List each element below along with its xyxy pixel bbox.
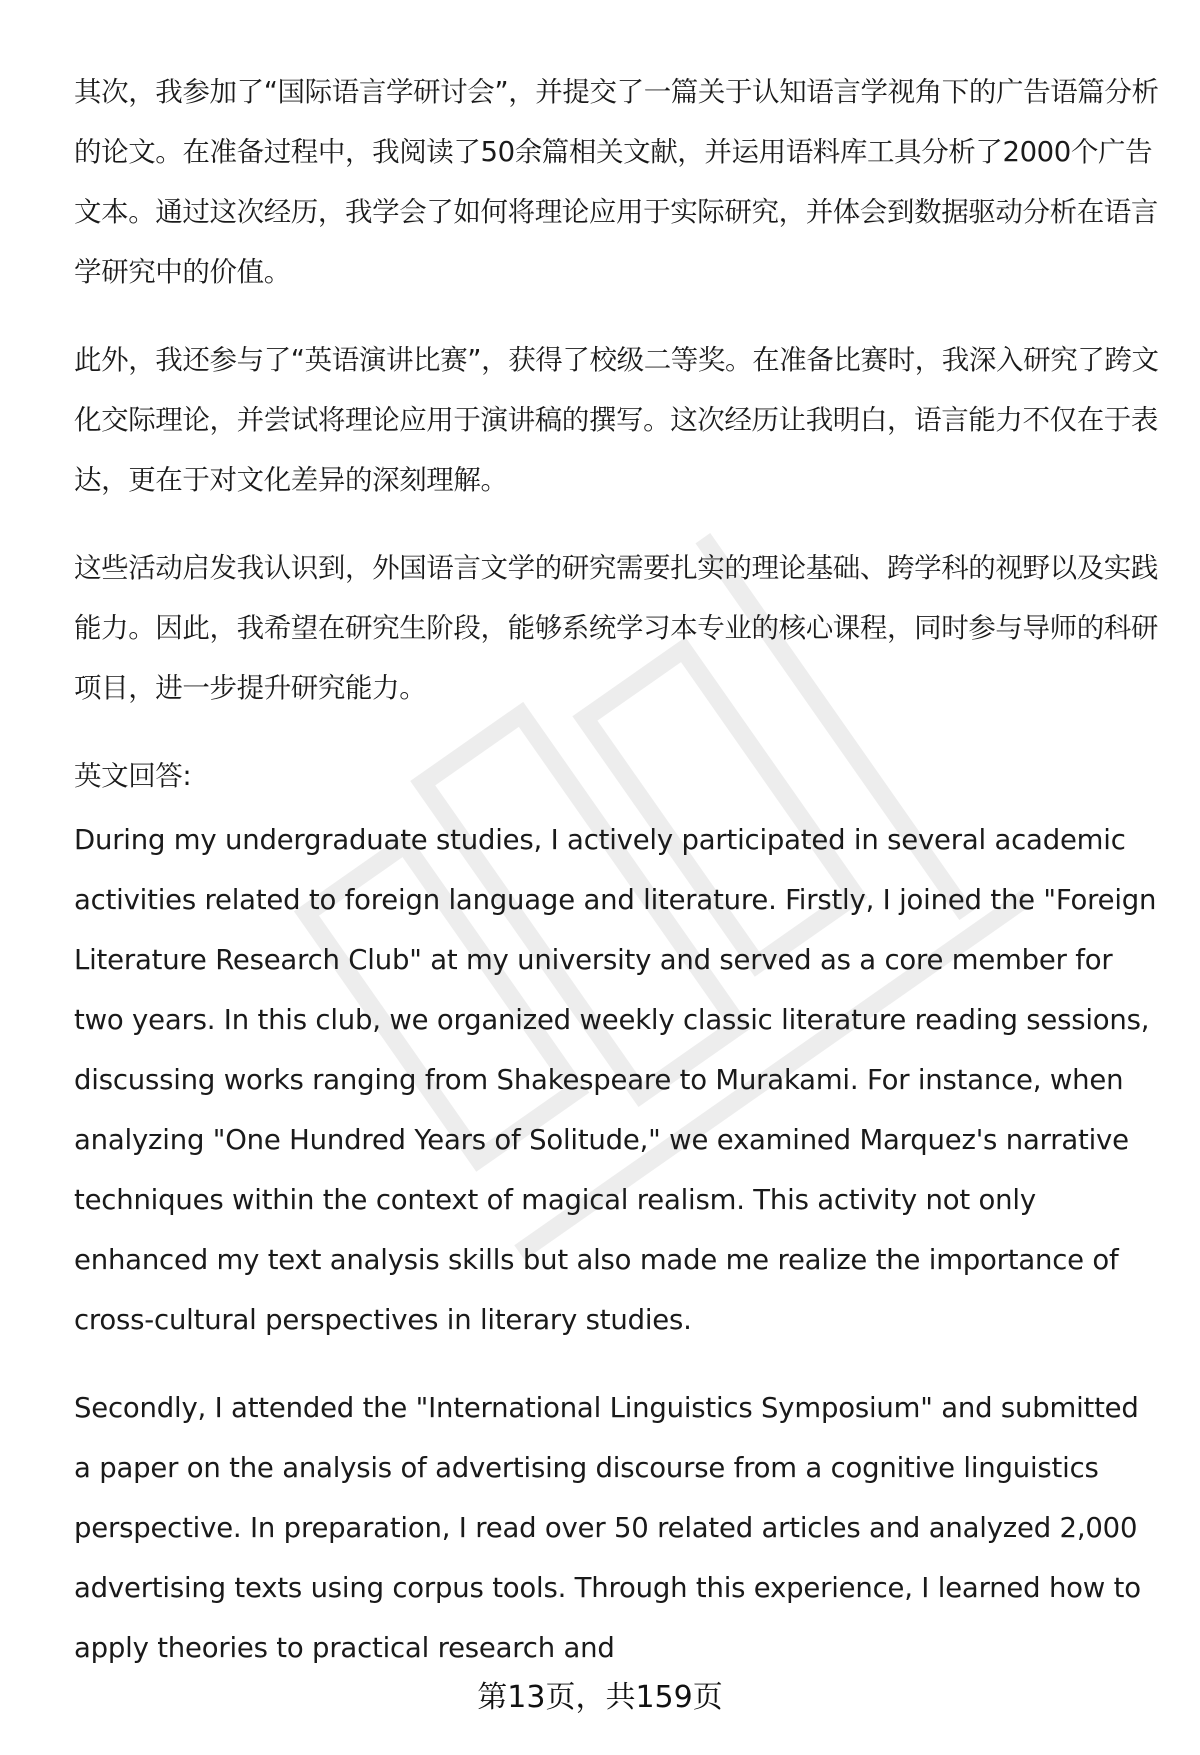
document-body bbox=[74, 62, 1160, 1678]
english-paragraph-1: During my undergraduate studies, I actively participated in several academic activities related to foreign language and literature. Firstly, I joined the "Foreign Literature Research Club" at my university and served as a core member for two years. In this club, we organized weekly classic literature reading sessions, discussing works ranging from Shakespeare to Murakami. For instance, when analyzing "One Hundred Years of Solitude," we examined Marquez's narrative techniques within the context of magical realism. This activity not only enhanced my text analysis skills but also made me realize the importance of cross-cultural perspectives in literary studies. bbox=[74, 824, 1157, 1336]
english-answer-heading: 英文回答: bbox=[74, 760, 192, 792]
english-paragraph-2: Secondly, I attended the "International Linguistics Symposium" and submitted a paper on the analysis of advertising discourse from a cognitive linguistics perspective. In preparation, I read over 50 related articles and analyzed 2,000 advertising texts using corpus tools. Through this experience, I learned how to apply theories to practical research and bbox=[74, 1392, 1141, 1664]
chinese-paragraph-2: 此外，我还参与了“英语演讲比赛”，获得了校级二等奖。在准备比赛时，我深入研究了跨文化交际理论，并尝试将理论应用于演讲稿的撰写。这次经历让我明白，语言能力不仅在于表达，更在于对文化差异的深刻理解。 bbox=[74, 344, 1159, 496]
chinese-paragraph-3: 这些活动启发我认识到，外国语言文学的研究需要扎实的理论基础、跨学科的视野以及实践能力。因此，我希望在研究生阶段，能够系统学习本专业的核心课程，同时参与导师的科研项目，进一步提升研究能力。 bbox=[74, 552, 1158, 704]
page-number-footer: 第13页，共159页 bbox=[477, 1680, 723, 1715]
chinese-paragraph-1: 其次，我参加了“国际语言学研讨会”，并提交了一篇关于认知语言学视角下的广告语篇分析的论文。在准备过程中，我阅读了50余篇相关文献，并运用语料库工具分析了2000个广告文本。通过这次经历，我学会了如何将理论应用于实际研究，并体会到数据驱动分析在语言学研究中的价值。 bbox=[74, 76, 1159, 288]
